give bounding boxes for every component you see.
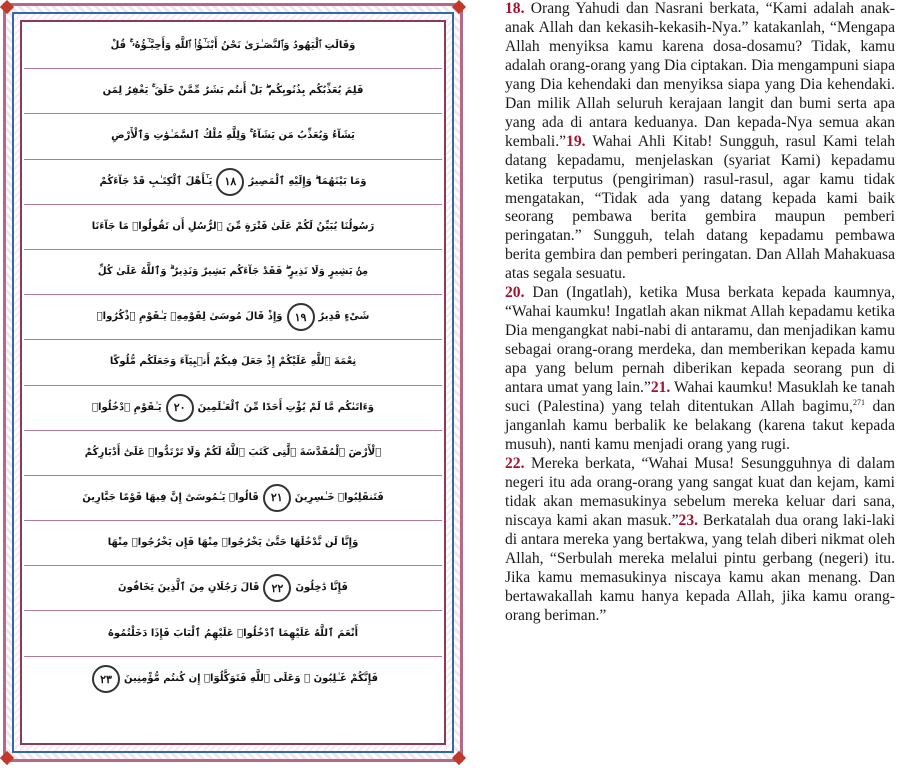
verse-number: 21. <box>650 379 671 397</box>
arabic-line <box>24 24 442 69</box>
verse-text: dan janganlah kamu berbalik ke belakang (karena takut kepada musuh), nanti kamu menjadi orang yang rugi. <box>505 398 895 453</box>
arabic-line-text: قَالُوا۟ يَـٰمُوسَىٰٓ إِنَّ فِيهَا قَوْمًا جَبَّارِينَ <box>82 491 259 503</box>
footnote-marker: 271 <box>852 397 865 407</box>
ayah-number-marker: ١٨ <box>216 168 244 196</box>
arabic-line <box>24 521 442 566</box>
arabic-line <box>24 340 442 385</box>
arabic-line <box>24 386 442 431</box>
arabic-line-text: وَمَا بَيْنَهُمَا ۖ وَإِلَيْهِ ٱلْمَصِيرُ <box>248 175 367 187</box>
translation-column <box>505 0 895 768</box>
arabic-line <box>24 69 442 114</box>
arabic-line <box>24 476 442 521</box>
arabic-line-text: يَـٰقَوْمِ ٱدْخُلُوا۟ <box>92 401 162 413</box>
arabic-line <box>24 611 442 656</box>
arabic-line-text: وَقَالَتِ ٱلْيَهُودُ وَٱلنَّصَـٰرَىٰ نَحْنُ أَبْنَـٰٓؤُا۟ ٱللَّهِ وَأَحِبَّـٰٓؤُهُۥ ۚ قُلْ <box>110 40 356 52</box>
verse-number: 19. <box>566 132 586 150</box>
verse-number: 23. <box>678 511 699 529</box>
verse-number: 22. <box>505 454 525 472</box>
ayah-number-marker: ٢٠ <box>166 394 194 422</box>
verse-text: Wahai Ahli Kitab! Sungguh, rasul Kami telah datang kepadamu, menjelaskan (syariat Kami) kepadamu ketika terputus (pengiriman) rasul-rasul, agar kamu tidak mengatakan, “Tidak ada yang datang kepada kami baik seorang pembawa berita gembira maupun pemberi peringatan.” Sungguh, telah datang kepadamu pembawa berita gembira dan pemberi peringatan. Dan Allah Mahakuasa atas segala sesuatu. <box>505 132 895 283</box>
arabic-line <box>24 566 442 611</box>
arabic-line <box>24 431 442 476</box>
arabic-lines <box>24 24 442 741</box>
verse-text: Dan (Ingatlah), ketika Musa berkata kepada kaumnya, “Wahai kaumku! Ingatlah akan nikmat Allah kepadamu ketika Dia mengangkat nabi-nabi di antaramu, dan menjadikan kamu sebagai orang-orang merdeka, dan memberikan kepada kamu apa yang belum pernah diberikan kepada seorang pun di antara umat yang lain.” <box>505 284 895 397</box>
ayah-number-marker: ٢٢ <box>263 574 291 602</box>
arabic-line-text: رَسُولُنَا يُبَيِّنُ لَكُمْ عَلَىٰ فَتْرَةٍ مِّنَ ٱلرُّسُلِ أَن تَقُولُوا۟ مَا جَآءَنَا <box>91 220 375 232</box>
translation-paragraph <box>505 284 895 455</box>
verse-number: 18. <box>505 0 525 17</box>
arabic-text-panel <box>20 20 446 745</box>
arabic-line-text: فَإِنَّا دَٰخِلُونَ <box>295 582 348 594</box>
arabic-line-text: فَإِنَّكُمْ غَـٰلِبُونَ ۚ وَعَلَى ٱللَّهِ فَتَوَكَّلُوٓا۟ إِن كُنتُم مُّؤْمِنِينَ <box>123 673 379 685</box>
arabic-line-text: ٱلْأَرْضَ ٱلْمُقَدَّسَةَ ٱلَّتِى كَتَبَ ٱللَّهُ لَكُمْ وَلَا تَرْتَدُّوا۟ عَلَىٰٓ أَدْبَارِكُمْ <box>84 446 382 458</box>
arabic-line-text: وَءَاتَىٰكُم مَّا لَمْ يُؤْتِ أَحَدًا مِّنَ ٱلْعَـٰلَمِينَ <box>197 401 374 413</box>
ayah-number-marker: ٢٣ <box>92 665 120 693</box>
arabic-line-text: وَإِذْ قَالَ مُوسَىٰ لِقَوْمِهِۦ يَـٰقَوْمِ ٱذْكُرُوا۟ <box>96 311 283 323</box>
corner-ornament-icon <box>452 0 466 14</box>
ornamental-frame <box>3 3 463 762</box>
verse-text: Mereka berkata, “Wahai Musa! Sesungguhnya di dalam negeri itu ada orang-orang yang sangat kuat dan kejam, kami tidak akan memasukinya sebelum mereka keluar dari sana, niscaya kami akan masuk.” <box>505 454 895 529</box>
arabic-line-text: مِنۢ بَشِيرٍ وَلَا نَذِيرٍ ۖ فَقَدْ جَآءَكُم بَشِيرٌ وَنَذِيرٌ ۗ وَٱللَّهُ عَلَىٰ كُلِّ <box>97 266 369 278</box>
corner-ornament-icon <box>0 751 14 765</box>
arabic-line <box>24 114 442 159</box>
verse-text: Berkatalah dua orang laki-laki di antara mereka yang bertakwa, yang telah diberi nikmat oleh Allah, “Serbulah mereka melalui pintu gerbang (negeri) itu. Jika kamu memasukinya niscaya kamu akan menang. Dan bertawakallah kamu hanya kepada Allah, jika kamu orang-orang beriman.” <box>505 511 895 624</box>
arabic-line <box>24 205 442 250</box>
arabic-line-text: يَـٰٓأَهْلَ ٱلْكِتَـٰبِ قَدْ جَآءَكُمْ <box>99 175 213 187</box>
arabic-line <box>24 657 442 702</box>
arabic-line-text: قَالَ رَجُلَانِ مِنَ ٱلَّذِينَ يَخَافُونَ <box>118 582 260 594</box>
verse-text: Orang Yahudi dan Nasrani berkata, “Kami adalah anak-anak Allah dan kekasih-kekasih-Nya.” katakanlah, “Mengapa Allah menyiksa kamu karena dosa-dosamu? Tidak, kamu adalah orang-orang yang Dia ciptakan. Dia mengampuni siapa yang Dia kehendaki dan menyiksa siapa yang Dia kehendaki. Dan milik Allah seluruh kerajaan langit dan bumi serta apa yang ada di antara keduanya. Dan kepada-Nya semua akan kembali.” <box>505 0 895 150</box>
translation-paragraph <box>505 455 895 626</box>
arabic-line-text: فَتَنقَلِبُوا۟ خَـٰسِرِينَ <box>294 491 384 503</box>
arabic-line-text: يَشَآءُ وَيُعَذِّبُ مَن يَشَآءُ ۚ وَلِلَّهِ مُلْكُ ٱلسَّمَـٰوَٰتِ وَٱلْأَرْضِ <box>111 130 355 142</box>
arabic-line <box>24 250 442 295</box>
verse-number: 20. <box>505 284 525 302</box>
arabic-line-text: وَإِنَّا لَن نَّدْخُلَهَا حَتَّىٰ يَخْرُجُوا۟ مِنْهَا فَإِن يَخْرُجُوا۟ مِنْهَا <box>107 537 359 549</box>
arabic-line-text: نِعْمَةَ ٱللَّهِ عَلَيْكُمْ إِذْ جَعَلَ فِيكُمْ أَنۢبِيَآءَ وَجَعَلَكُم مُّلُوكًا <box>109 356 357 368</box>
ayah-number-marker: ١٩ <box>287 303 315 331</box>
arabic-line-text: أَنْعَمَ ٱللَّهُ عَلَيْهِمَا ٱدْخُلُوا۟ عَلَيْهِمُ ٱلْبَابَ فَإِذَا دَخَلْتُمُوهُ <box>108 627 359 639</box>
corner-ornament-icon <box>452 751 466 765</box>
translation-paragraph <box>505 0 895 284</box>
arabic-line <box>24 295 442 340</box>
arabic-line <box>24 160 442 205</box>
verse-text: Wahai kaumku! Masuklah ke tanah suci (Palestina) yang telah ditentukan Allah bagimu, <box>505 379 895 416</box>
arabic-line-text: شَىْءٍ قَدِيرٌ <box>318 311 370 323</box>
ayah-number-marker: ٢١ <box>263 484 291 512</box>
arabic-line-text: فَلِمَ يُعَذِّبُكُم بِذُنُوبِكُم ۖ بَلْ أَنتُم بَشَرٌ مِّمَّنْ خَلَقَ ۚ يَغْفِرُ لِمَن <box>102 85 364 97</box>
